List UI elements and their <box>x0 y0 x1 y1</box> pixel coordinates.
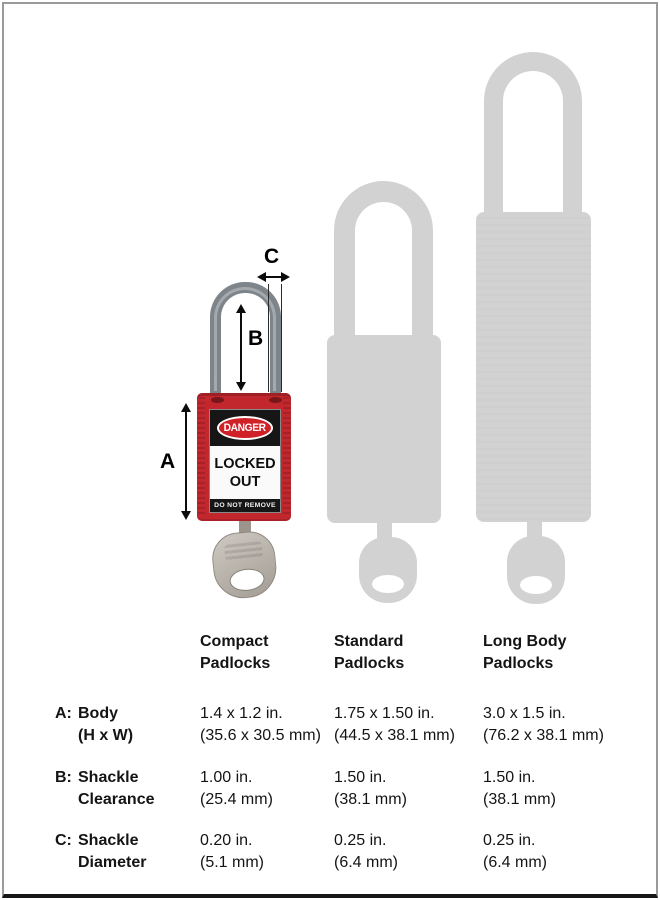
value-mm: (6.4 mm) <box>483 854 547 871</box>
header-line: Padlocks <box>200 655 271 672</box>
value-mm: (25.4 mm) <box>200 791 273 808</box>
cell-clearance-longbody <box>483 767 556 811</box>
row-key: B: <box>55 769 72 786</box>
compact-keyhole <box>229 567 266 593</box>
standard-key-silhouette <box>359 537 417 603</box>
cell-body-compact <box>200 703 321 747</box>
header-line: Compact <box>200 633 269 650</box>
dim-c-arrow <box>257 272 290 282</box>
value-inches: 0.20 in. <box>200 832 253 849</box>
header-line: Long Body <box>483 633 567 650</box>
out-line: OUT <box>229 473 261 490</box>
dim-c-extension-line-right <box>281 284 282 392</box>
value-inches: 1.75 x 1.50 in. <box>334 705 435 722</box>
cell-body-standard <box>334 703 455 747</box>
value-mm: (35.6 x 30.5 mm) <box>200 727 321 744</box>
value-mm: (44.5 x 38.1 mm) <box>334 727 455 744</box>
danger-locked-out-label <box>209 409 281 513</box>
column-header-compact <box>200 631 270 675</box>
standard-padlock-shackle-silhouette <box>334 181 433 337</box>
row-label-line: Clearance <box>78 791 155 808</box>
value-mm: (6.4 mm) <box>334 854 398 871</box>
shackle-hole-right <box>269 397 282 403</box>
row-label-line: (H x W) <box>78 727 134 744</box>
row-label-line: Shackle <box>78 832 139 849</box>
cell-diameter-longbody <box>483 830 547 874</box>
column-header-longbody <box>483 631 567 675</box>
value-inches: 0.25 in. <box>334 832 387 849</box>
locked-line: LOCKED <box>214 455 276 472</box>
column-header-standard <box>334 631 404 675</box>
value-inches: 1.50 in. <box>483 769 536 786</box>
shackle-hole-left <box>211 397 224 403</box>
cell-diameter-standard <box>334 830 398 874</box>
row-label-line: Diameter <box>78 854 147 871</box>
cell-diameter-compact <box>200 830 264 874</box>
longbody-key-silhouette <box>507 536 565 604</box>
cell-clearance-compact <box>200 767 273 811</box>
row-label-line: Shackle <box>78 769 139 786</box>
row-label-text <box>78 830 146 874</box>
header-line: Standard <box>334 633 404 650</box>
cell-clearance-standard <box>334 767 407 811</box>
dim-a-letter: A <box>160 450 176 473</box>
compact-key <box>210 529 280 601</box>
header-line: Padlocks <box>483 655 554 672</box>
cell-body-longbody <box>483 703 604 747</box>
value-inches: 1.50 in. <box>334 769 387 786</box>
value-inches: 3.0 x 1.5 in. <box>483 705 566 722</box>
row-label-body <box>55 703 133 747</box>
header-line: Padlocks <box>334 655 405 672</box>
danger-header <box>210 410 280 446</box>
value-inches: 1.00 in. <box>200 769 253 786</box>
value-inches: 0.25 in. <box>483 832 536 849</box>
danger-oval <box>217 416 273 440</box>
row-label-shackle-clearance <box>55 767 155 811</box>
value-inches: 1.4 x 1.2 in. <box>200 705 283 722</box>
dim-c-extension-line-left <box>268 284 269 392</box>
row-label-text <box>78 703 133 747</box>
dim-b-letter: B <box>248 327 264 350</box>
longbody-padlock-shackle-silhouette <box>484 52 582 214</box>
standard-padlock-body-silhouette <box>327 335 441 523</box>
value-mm: (38.1 mm) <box>334 791 407 808</box>
row-label-text <box>78 767 155 811</box>
longbody-padlock-body-silhouette <box>476 212 591 522</box>
locked-out-text <box>210 446 280 499</box>
value-mm: (38.1 mm) <box>483 791 556 808</box>
value-mm: (5.1 mm) <box>200 854 264 871</box>
value-mm: (76.2 x 38.1 mm) <box>483 727 604 744</box>
longbody-keyhole <box>520 576 552 594</box>
danger-text: DANGER <box>223 422 267 434</box>
row-key: C: <box>55 832 72 849</box>
dim-a-arrow <box>181 403 191 520</box>
key-engraving <box>224 541 263 561</box>
row-label-line: Body <box>78 705 118 722</box>
dim-c-letter: C <box>264 245 280 268</box>
row-label-shackle-diameter <box>55 830 146 874</box>
standard-keyhole <box>372 575 404 593</box>
do-not-remove-strip: DO NOT REMOVE <box>210 499 280 512</box>
dim-b-arrow <box>236 304 246 391</box>
row-key: A: <box>55 705 72 722</box>
